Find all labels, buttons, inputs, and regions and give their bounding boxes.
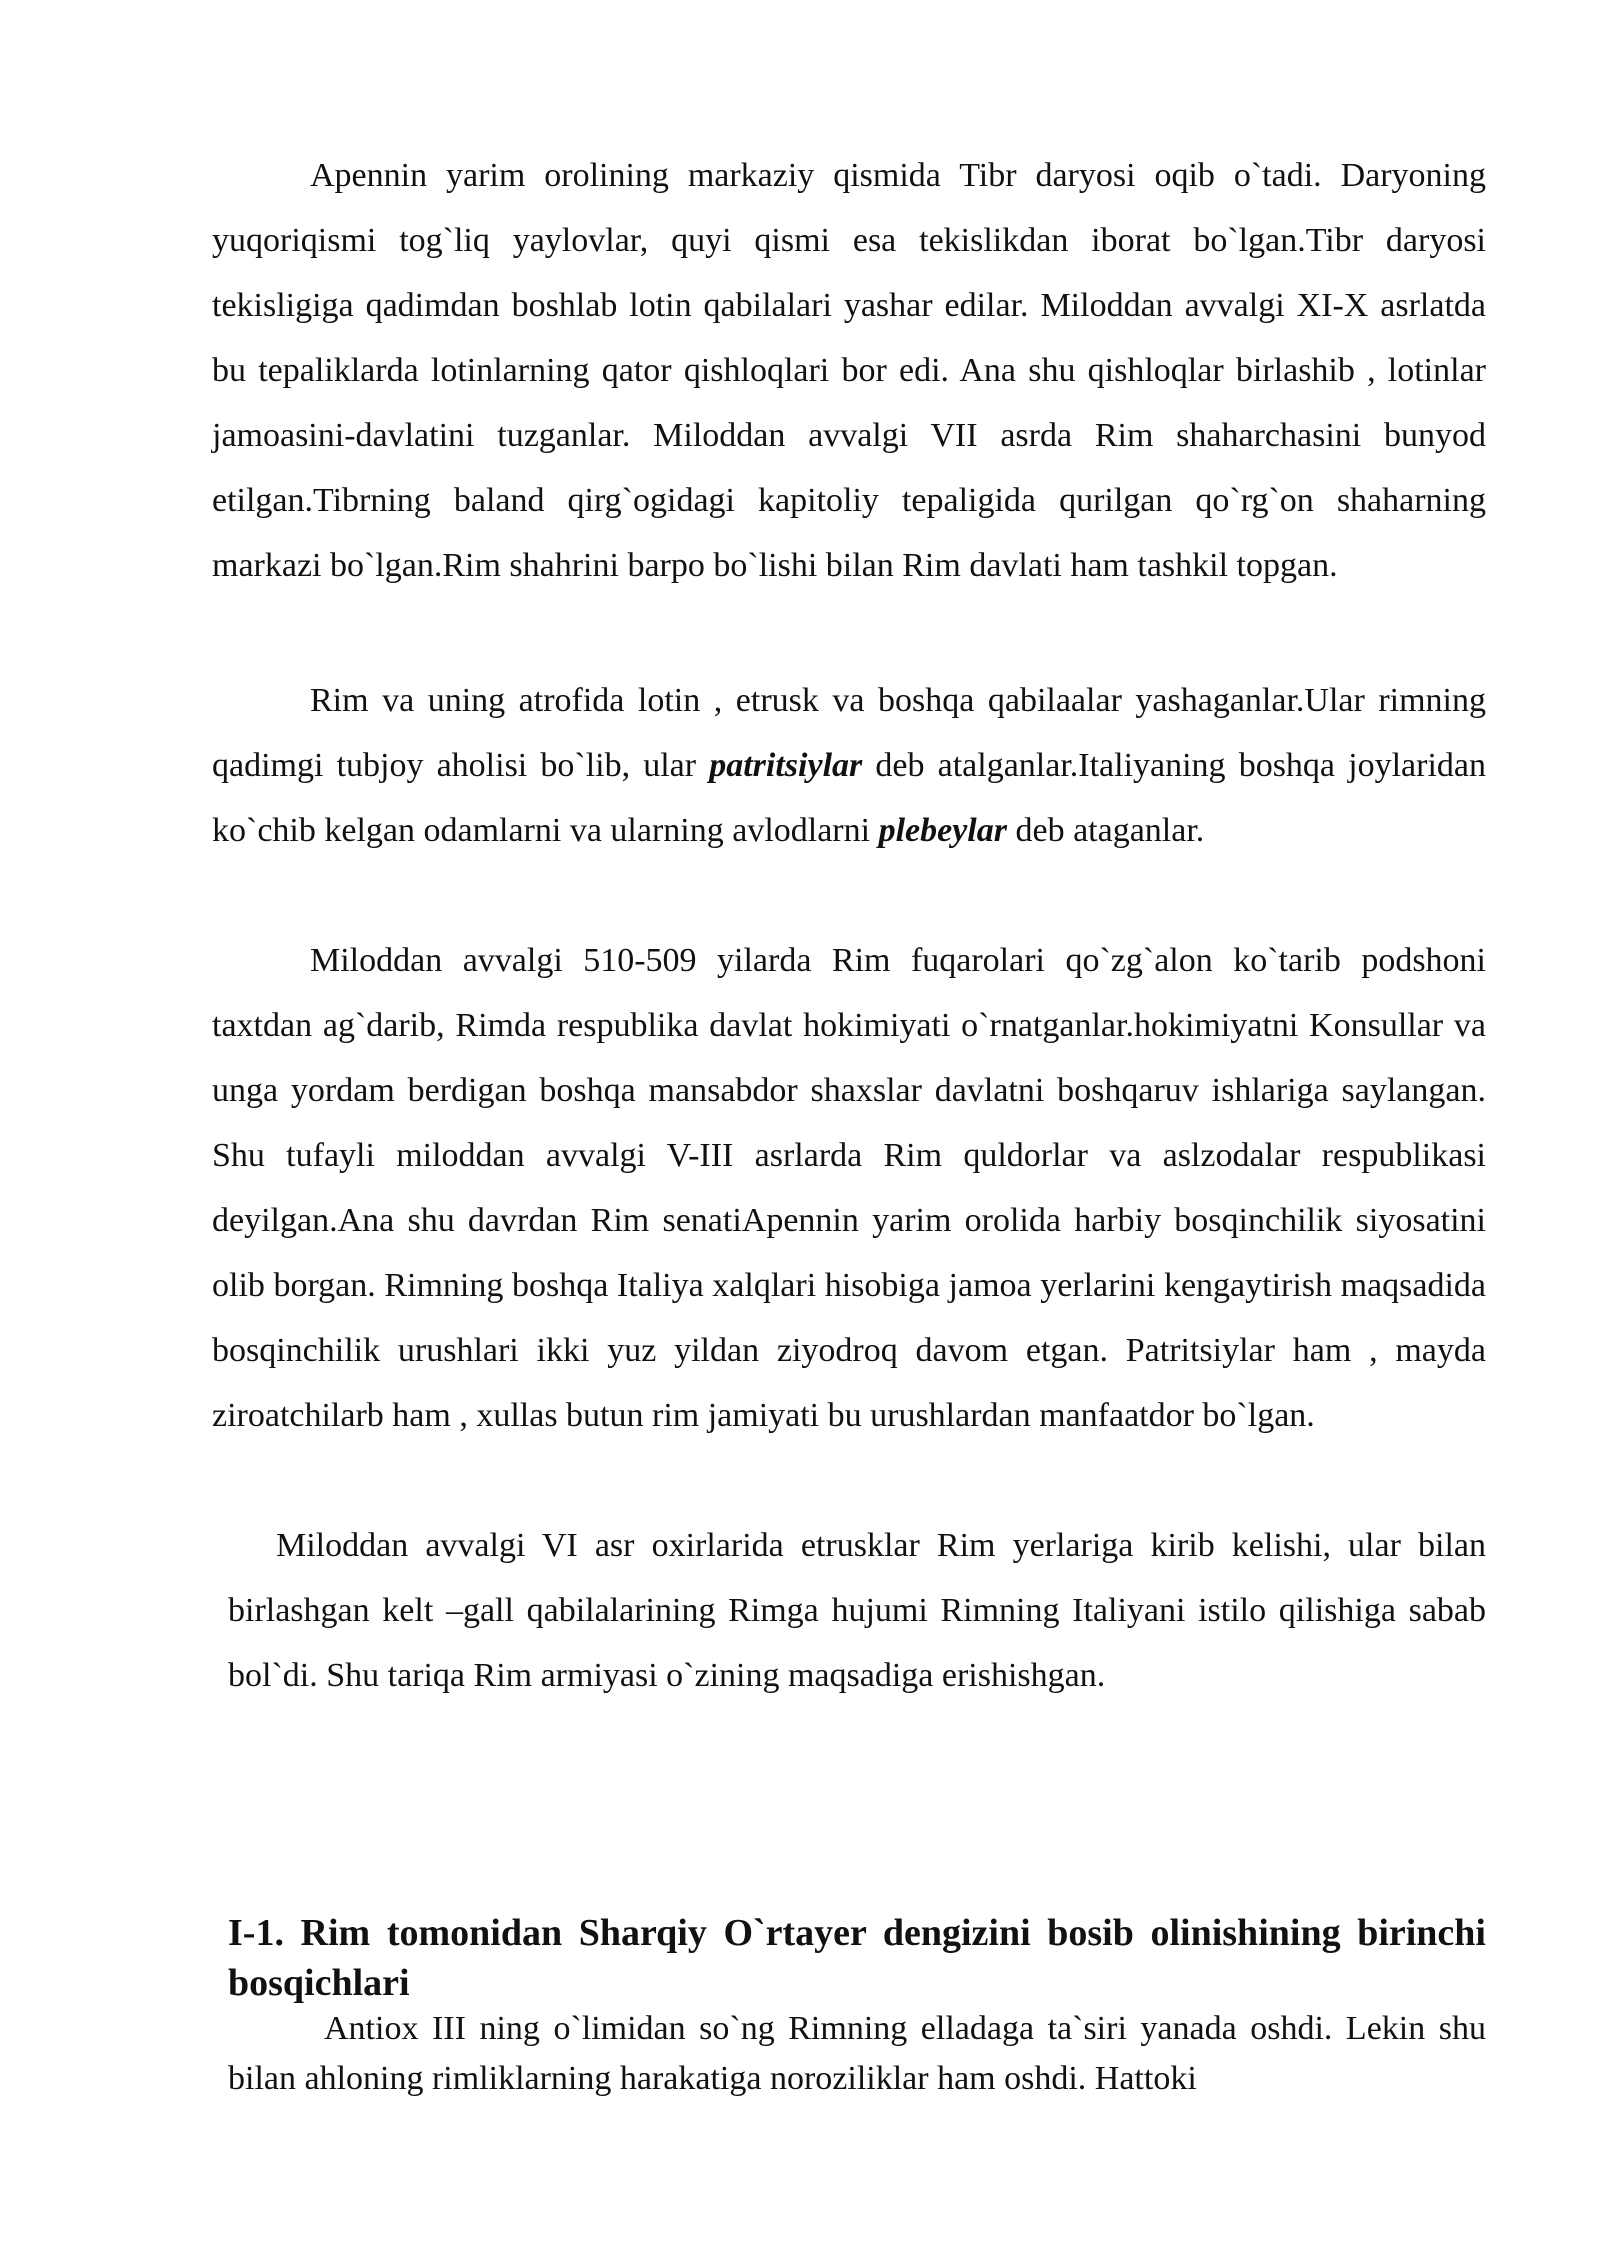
paragraph-etruscans: Miloddan avvalgi VI asr oxirlarida etrusklar Rim yerlariga kirib kelishi, ular bilan birlashgan kelt –gall qabilalarining Rimga hujumi Rimning Italiyani istilo qilishiga sabab bol`di. Shu tariqa Rim armiyasi o`zining maqsadiga erishishgan. (228, 1527, 1486, 1694)
term-patritsiylar: patritsiylar (709, 747, 863, 784)
paragraph-text: deb ataganlar. (1006, 812, 1205, 849)
paragraph-antiochus: Antiox III ning o`limidan so`ng Rimning elladaga ta`siri yanada oshdi. Lekin shu bilan ahloning rimliklarning harakatiga noroziliklar ham oshdi. Hattoki (228, 2010, 1486, 2097)
paragraph-social-classes (212, 668, 1486, 863)
section-heading: I-1. Rim tomonidan Sharqiy O`rtayer dengizini bosib olinishining birinchi bosqichlari (228, 1912, 1486, 2004)
paragraph-text: Rim va uning atrofida lotin , etrusk va boshqa qabilaalar yashaganlar.Ular rimning qadimgi tubjoy aholisi bo`lib, ular (212, 682, 1486, 784)
paragraph-rome-founding: Apennin yarim orolining markaziy qismida Tibr daryosi oqib o`tadi. Daryoning yuqoriqismi tog`liq yaylovlar, quyi qismi esa tekislikdan iborat bo`lgan.Tibr daryosi tekisligiga qadimdan boshlab lotin qabilalari yashar edilar. Miloddan avvalgi XI-X asrlatda bu tepaliklarda lotinlarning qator qishloqlari bor edi. Ana shu qishloqlar birlashib , lotinlar jamoasini-davlatini tuzganlar. Miloddan avvalgi VII asrda Rim shaharchasini bunyod etilgan.Tibrning baland qirg`ogidagi kapitoliy tepaligida qurilgan qo`rg`on shaharning markazi bo`lgan.Rim shahrini barpo bo`lishi bilan Rim davlati ham tashkil topgan. (212, 157, 1486, 584)
term-plebeylar: plebeylar (878, 812, 1007, 849)
paragraph-republic: Miloddan avvalgi 510-509 yilarda Rim fuqarolari qo`zg`alon ko`tarib podshoni taxtdan ag`darib, Rimda respublika davlat hokimiyati o`rnatganlar.hokimiyatni Konsullar va unga yordam berdigan boshqa mansabdor shaxslar davlatni boshqaruv ishlariga saylangan. Shu tufayli miloddan avvalgi V-III asrlarda Rim quldorlar va aslzodalar respublikasi deyilgan.Ana shu davrdan Rim senatiApennin yarim orolida harbiy bosqinchilik siyosatini olib borgan. Rimning boshqa Italiya xalqlari hisobiga jamoa yerlarini kengaytirish maqsadida bosqinchilik urushlari ikki yuz yildan ziyodroq davom etgan. Patritsiylar ham , mayda ziroatchilarb ham , xullas butun rim jamiyati bu urushlardan manfaatdor bo`lgan. (212, 942, 1486, 1434)
paragraph-text: deb atalganlar.Italiyaning boshqa joylaridan ko`chib kelgan odamlarni va ularning avlodlarni (212, 747, 1486, 849)
